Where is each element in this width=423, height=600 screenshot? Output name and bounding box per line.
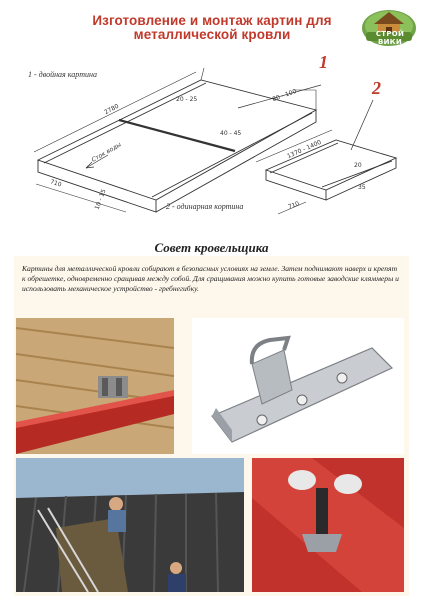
label-single-panel: 2 - одинарная кортина [166, 202, 244, 211]
dim-10-15: 10 - 15 [93, 188, 108, 211]
label-double-panel: 1 - двойная картина [28, 70, 97, 79]
page-title: Изготовление и монтаж картин для металлической кровли [92, 13, 332, 42]
dim-710-right: 710 [287, 200, 301, 211]
label-water-flow: Сток воды [90, 141, 123, 164]
dim-80-100: 80 - 100 [271, 87, 298, 104]
photo-metal-clamp [192, 318, 404, 454]
marker-2: 2 [372, 78, 381, 98]
logo-text: СТРОЙ ВИКИ [375, 30, 405, 46]
photo-seaming-tool [252, 458, 404, 592]
advice-panel [14, 256, 409, 596]
dim-2780: 2780 [103, 102, 121, 117]
dim-710-left: 710 [49, 178, 63, 189]
marker-1: 1 [319, 52, 328, 72]
dim-1370-1400: 1370 - 1400 [286, 138, 323, 161]
dim-40-45: 40 - 45 [220, 130, 242, 137]
dim-20-25: 20 - 25 [176, 96, 198, 103]
advice-heading: Совет кровельщика [154, 240, 269, 255]
photo-roof-workers [16, 458, 244, 592]
panel-diagram [16, 50, 408, 225]
dim-20: 20 [354, 162, 362, 169]
photo-clamp-on-batten [16, 318, 174, 454]
advice-text: Картины для металлической кровли собирают в безопасных условиях на земле. Затем поднимают наверх и крепят к обрешетке, одновременно сращивая между собой. Для сращивания можно купить готовые заводские кляммеры и использовать механическое устройство - гребнегибку. [22, 264, 399, 294]
dim-35: 35 [358, 184, 366, 191]
